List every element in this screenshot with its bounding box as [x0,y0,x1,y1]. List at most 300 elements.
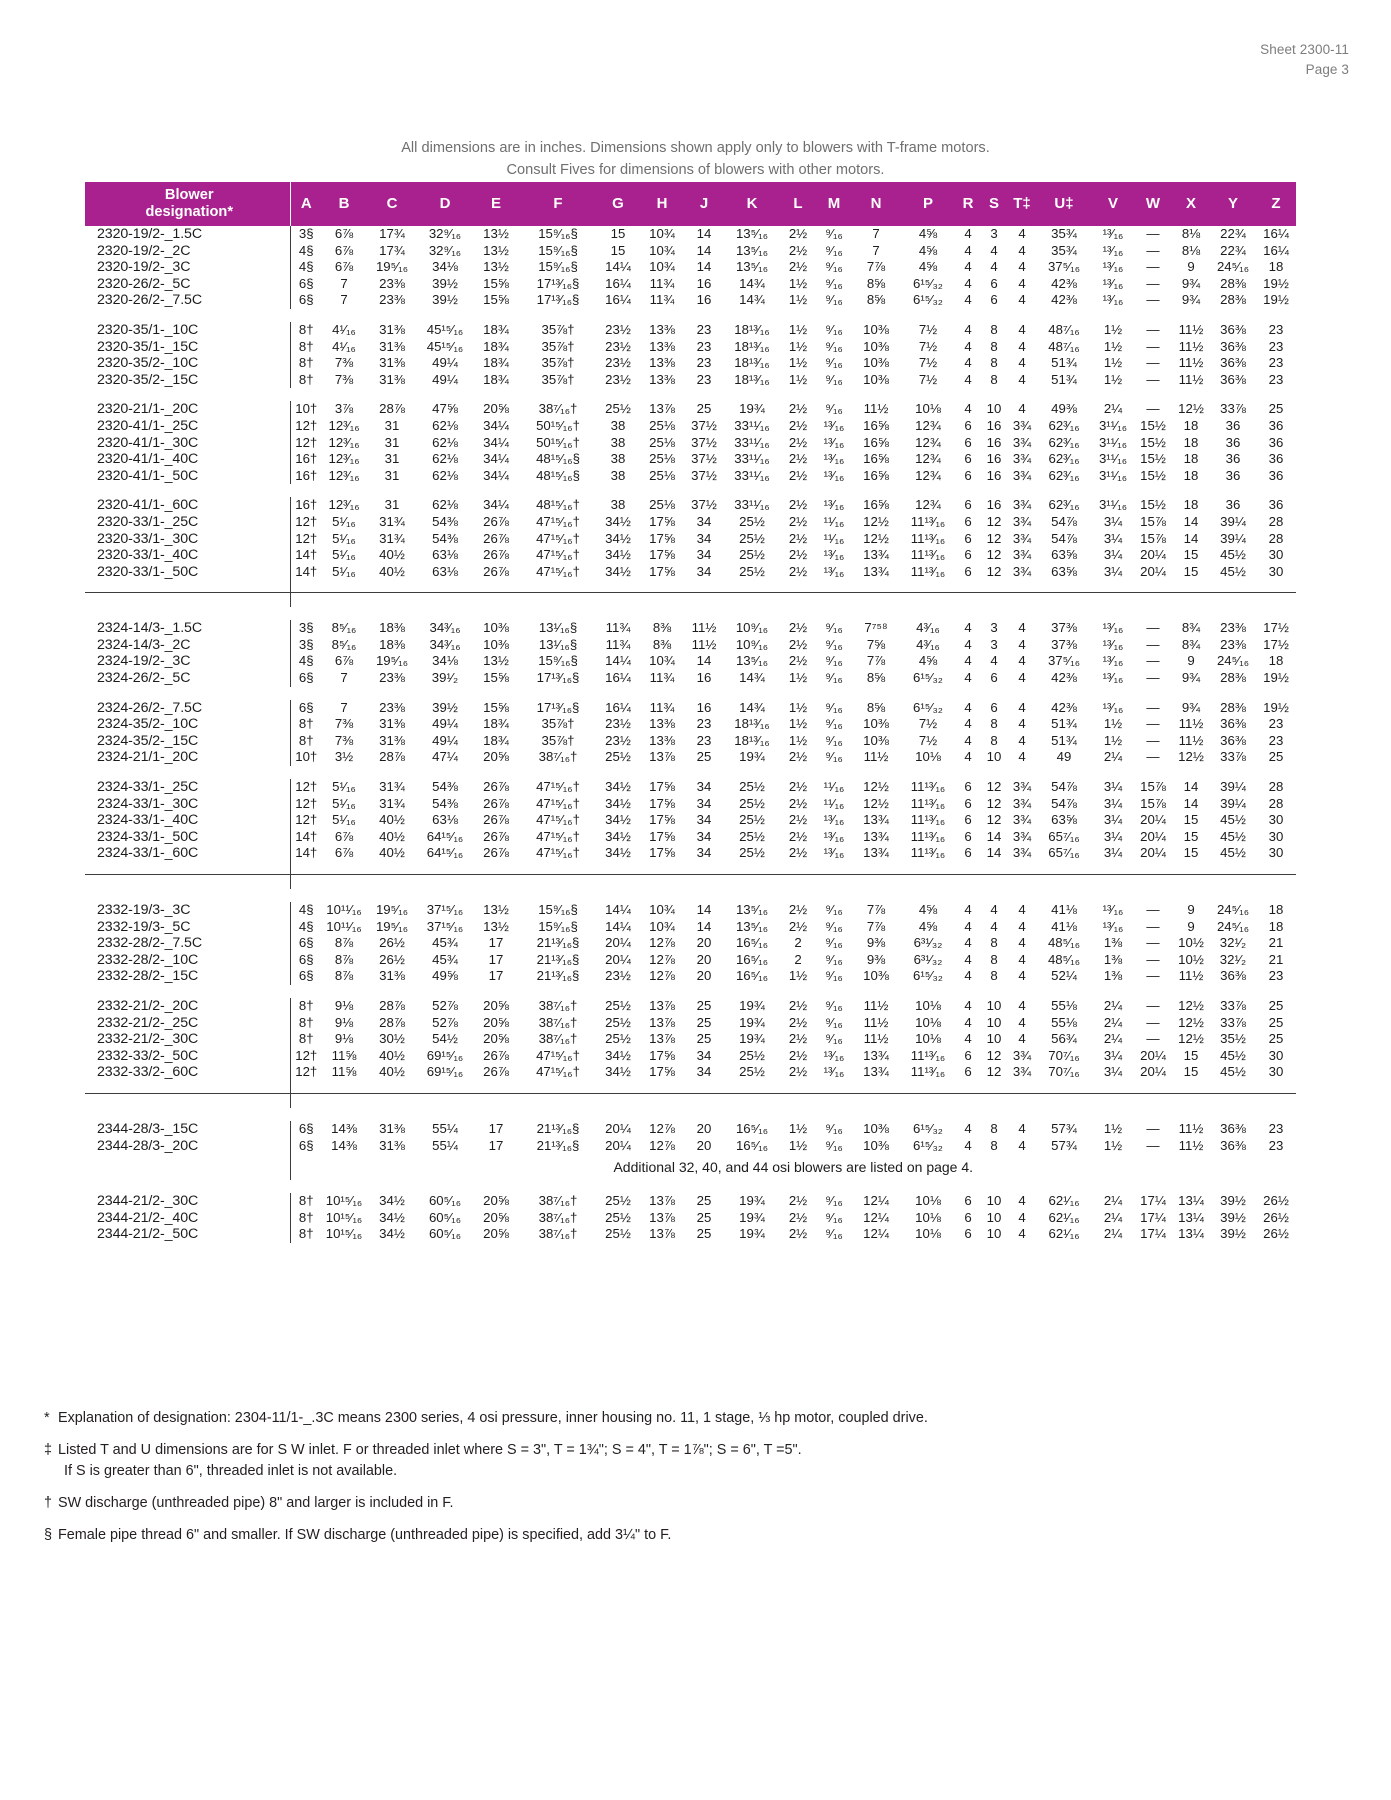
sheet-number: Sheet 2300-11 [1260,42,1349,57]
cell-g: 11¾ [605,636,631,652]
cell-l: 2½ [788,467,808,483]
cell-b: 6⅞ [334,845,354,861]
cell-l: 2½ [788,636,808,652]
cell-w: — [1146,749,1160,765]
cell-p: 6¹⁵⁄₃₂ [913,968,943,984]
blower-designation: 2324-33/1-_30C [85,796,290,813]
cell-g: 23½ [605,338,631,354]
cell-l: 1½ [788,699,808,715]
cell-g: 23½ [605,716,631,732]
cell-r: 4 [964,401,972,417]
cell-c: 31⅜ [379,321,405,337]
cell-d: 39¹⁄₂ [431,670,459,686]
cell-j: 20 [696,935,712,951]
cell-v: 3¹¹⁄₁₆ [1098,451,1128,467]
table-row [85,322,1296,339]
cell-j: 14 [696,242,712,258]
cell-g: 20¼ [605,951,631,967]
cell-x: 9¾ [1181,699,1201,715]
cell-h: 10¾ [649,226,675,241]
cell-n: 16⅝ [863,497,889,513]
cell-c: 31⅜ [379,338,405,354]
cell-g: 15 [610,242,626,258]
cell-t: 3¾ [1012,513,1032,529]
cell-l: 2½ [788,226,808,241]
cell-p: 10⅛ [915,1193,941,1209]
cell-x: 15 [1183,1047,1199,1063]
cell-f: 48¹⁵⁄₁₆§ [536,467,580,483]
cell-t: 3¾ [1012,530,1032,546]
cell-l: 2½ [788,242,808,258]
cell-m: ¹³⁄₁₆ [823,1064,845,1080]
cell-b: 12³⁄₁₆ [328,451,360,467]
cell-t: 4 [1018,226,1026,241]
blower-designation: 2320-33/1-_25C [85,514,290,531]
cell-r: 4 [964,338,972,354]
footnote-text: Explanation of designation: 2304-11/1-_.3C means 2300 series, 4 osi pressure, inner housing no. 11, 1 stage, ⅓ hp motor, coupled drive. [58,1410,928,1426]
cell-d: 34³⁄₁₆ [429,636,461,652]
cell-x: 12½ [1178,749,1204,765]
cell-v: 1½ [1103,371,1123,387]
blower-designation: 2332-21/2-_20C [85,998,290,1015]
cell-m: ⁹⁄₁₆ [825,371,843,387]
cell-j: 16 [696,670,712,686]
cell-b: 9⅛ [334,1014,354,1030]
cell-t: 4 [1018,259,1026,275]
cell-s: 4 [990,902,998,917]
cell-h: 13⅞ [649,401,675,417]
cell-u: 48⁷⁄₁₆ [1048,338,1080,354]
cell-w: 15½ [1140,417,1166,433]
footnote-marker: § [44,1526,53,1543]
cell-v: 3¹¹⁄₁₆ [1098,497,1128,513]
cell-n: 10⅜ [863,355,889,371]
cell-z: 18 [1268,918,1284,934]
cell-h: 13⅞ [649,1014,675,1030]
cell-y: 36 [1225,417,1241,433]
cell-d: 37¹⁵⁄₁₆ [426,918,464,934]
cell-t: 3¾ [1012,497,1032,513]
cell-a: 16† [295,497,318,513]
cell-z: 16¼ [1263,226,1289,241]
cell-p: 4⅝ [918,902,938,917]
table-spacer [85,593,1296,608]
cell-y: 36 [1225,451,1241,467]
cell-z: 23 [1268,716,1284,732]
cell-a: 3§ [298,620,314,636]
cell-l: 1½ [788,355,808,371]
cell-j: 34 [696,812,712,828]
cell-w: 20¼ [1140,845,1166,861]
cell-u: 54⅞ [1051,530,1077,546]
cell-w: — [1146,968,1160,984]
cell-g: 23½ [605,371,631,387]
cell-g: 34½ [605,828,631,844]
cell-k: 13⁵⁄₁₆ [735,259,769,275]
cell-c: 34½ [379,1193,405,1209]
cell-p: 7½ [918,338,938,354]
cell-b: 12³⁄₁₆ [328,417,360,433]
cell-x: 13¼ [1178,1226,1204,1242]
cell-p: 11¹³⁄₁₆ [910,812,946,828]
cell-v: 1⅜ [1103,968,1123,984]
cell-w: — [1146,918,1160,934]
cell-v: 3¼ [1103,779,1123,795]
cell-v: 1½ [1103,1137,1123,1153]
cell-u: 48⁷⁄₁₆ [1048,321,1080,337]
blower-designation: 2320-33/1-_30C [85,531,290,548]
cell-r: 6 [964,1064,972,1080]
cell-c: 40½ [379,563,405,579]
cell-f: 38⁷⁄₁₆† [538,1031,578,1047]
cell-h: 17⅝ [649,547,675,563]
table-row [85,1031,1296,1048]
footnote-marker: † [44,1494,53,1511]
table-row [85,935,1296,952]
cell-j: 23 [696,321,712,337]
table-row [85,919,1296,936]
cell-a: 8† [298,732,314,748]
cell-u: 62³⁄₁₆ [1048,434,1080,450]
cell-v: 1½ [1103,355,1123,371]
cell-z: 26½ [1263,1193,1289,1209]
cell-n: 7⅞ [866,902,886,917]
cell-y: 35½ [1220,1031,1246,1047]
cell-h: 17⅝ [649,513,675,529]
cell-w: — [1146,699,1160,715]
cell-r: 6 [964,434,972,450]
cell-z: 23 [1268,371,1284,387]
cell-y: 36⅜ [1220,338,1246,354]
cell-y: 22¾ [1220,242,1246,258]
cell-v: 2¼ [1103,1209,1123,1225]
cell-e: 10⅜ [483,636,509,652]
cell-u: 63⅝ [1051,547,1077,563]
blower-designation: 2324-35/2-_10C [85,716,290,733]
cell-b: 8⅞ [334,935,354,951]
cell-k: 13⁵⁄₁₆ [735,918,769,934]
cell-u: 56¾ [1051,1031,1077,1047]
cell-z: 25 [1268,997,1284,1013]
cell-a: 8† [298,1014,314,1030]
cell-k: 33¹¹⁄₁₆ [734,497,770,513]
table-row [85,902,1296,919]
cell-u: 63⅝ [1051,812,1077,828]
cell-h: 25⅛ [649,434,675,450]
cell-c: 28⅞ [379,749,405,765]
cell-b: 9⅛ [334,1031,354,1047]
cell-h: 12⅞ [649,935,675,951]
cell-g: 20¼ [605,1120,631,1136]
cell-v: ¹³⁄₁₆ [1102,699,1124,715]
cell-p: 4⅝ [918,242,938,258]
cell-v: 2¼ [1103,1031,1123,1047]
cell-z: 25 [1268,749,1284,765]
cell-x: 9¾ [1181,275,1201,291]
cell-l: 2½ [788,918,808,934]
header-col-e: E [472,182,520,226]
cell-s: 10 [986,401,1002,417]
cell-y: 32¹⁄₂ [1219,951,1247,967]
cell-f: 47¹⁵⁄₁₆† [536,1047,580,1063]
cell-n: 11½ [863,997,889,1013]
cell-l: 2½ [788,259,808,275]
cell-p: 10⅛ [915,1031,941,1047]
cell-a: 8† [298,1193,314,1209]
cell-e: 18¾ [483,732,509,748]
footnote [44,1493,1144,1514]
cell-e: 17 [488,951,504,967]
cell-m: ⁹⁄₁₆ [825,355,843,371]
cell-v: 2¼ [1103,401,1123,417]
cell-e: 26⅞ [483,530,509,546]
cell-b: 7⅜ [334,716,354,732]
cell-y: 39¼ [1220,795,1246,811]
cell-d: 32⁹⁄₁₆ [428,242,462,258]
cell-g: 16¼ [605,670,631,686]
cell-l: 2½ [788,401,808,417]
table-header-row [85,182,1296,226]
cell-u: 62¹⁄₁₆ [1048,1193,1080,1209]
cell-f: 38⁷⁄₁₆† [538,749,578,765]
cell-c: 17¾ [379,226,405,241]
cell-c: 23⅜ [379,670,405,686]
cell-j: 20 [696,1120,712,1136]
cell-t: 4 [1018,401,1026,417]
cell-h: 13⅞ [649,749,675,765]
footnote [44,1408,1144,1429]
cell-z: 23 [1268,968,1284,984]
cell-m: ⁹⁄₁₆ [825,321,843,337]
blower-designation: 2332-21/2-_30C [85,1031,290,1048]
cell-b: 7 [340,292,348,308]
blower-designation: 2332-28/2-_15C [85,968,290,985]
cell-p: 11¹³⁄₁₆ [910,779,946,795]
cell-u: 54⅞ [1051,779,1077,795]
cell-s: 8 [990,935,998,951]
cell-x: 12½ [1178,1031,1204,1047]
cell-h: 10¾ [649,902,675,917]
cell-n: 12¼ [863,1193,889,1209]
cell-z: 18 [1268,902,1284,917]
cell-j: 34 [696,828,712,844]
cell-w: — [1146,716,1160,732]
cell-u: 55⅛ [1051,997,1077,1013]
cell-l: 2½ [788,1193,808,1209]
cell-e: 20⅝ [483,749,509,765]
cell-k: 14¾ [739,292,765,308]
cell-w: — [1146,636,1160,652]
cell-e: 20⅝ [483,1193,509,1209]
cell-r: 4 [964,226,972,241]
cell-z: 18 [1268,259,1284,275]
cell-h: 13⅜ [649,371,675,387]
blower-designation: 2324-26/2-_5C [85,670,290,687]
cell-y: 36⅜ [1220,716,1246,732]
cell-b: 7⅜ [334,371,354,387]
table-row [85,292,1296,309]
cell-s: 10 [986,749,1002,765]
cell-g: 11¾ [605,620,631,636]
cell-y: 32¹⁄₂ [1219,935,1247,951]
cell-t: 4 [1018,653,1026,669]
cell-y: 36⅜ [1220,371,1246,387]
cell-d: 39½ [432,699,458,715]
cell-x: 8¾ [1181,636,1201,652]
cell-e: 26⅞ [483,1064,509,1080]
cell-w: 20¼ [1140,812,1166,828]
cell-n: 12½ [863,795,889,811]
cell-t: 4 [1018,670,1026,686]
cell-u: 51¾ [1051,732,1077,748]
blower-designation: 2324-33/1-_60C [85,845,290,862]
cell-u: 35¾ [1051,226,1077,241]
cell-e: 15⅝ [483,275,509,291]
cell-b: 7⅜ [334,355,354,371]
cell-k: 19¾ [739,1031,765,1047]
cell-d: 47⅝ [432,401,458,417]
cell-w: 15½ [1140,467,1166,483]
cell-f: 38⁷⁄₁₆† [538,997,578,1013]
blower-designation: 2332-19/3-_5C [85,919,290,936]
cell-t: 4 [1018,1209,1026,1225]
cell-c: 40½ [379,1047,405,1063]
cell-a: 6§ [298,670,314,686]
blower-designation: 2332-19/3-_3C [85,902,290,919]
cell-j: 20 [696,968,712,984]
cell-c: 31⅜ [379,732,405,748]
table-row [85,514,1296,531]
cell-g: 23½ [605,321,631,337]
cell-x: 11½ [1178,732,1204,748]
cell-z: 28 [1268,795,1284,811]
cell-v: 2¼ [1103,1226,1123,1242]
cell-t: 3¾ [1012,812,1032,828]
footnote-text: Listed T and U dimensions are for S W inlet. F or threaded inlet where S = 3", T = 1¾"; S = 4", T = 1⅞"; S = 6", T =5". [58,1441,802,1458]
cell-s: 6 [990,670,998,686]
table-row [85,276,1296,293]
cell-b: 8⁵⁄₁₆ [331,620,357,636]
cell-s: 8 [990,1137,998,1153]
cell-r: 6 [964,1047,972,1063]
cell-d: 39½ [432,292,458,308]
cell-f: 15⁹⁄₁₆§ [538,918,578,934]
cell-z: 30 [1268,547,1284,563]
cell-e: 26⅞ [483,563,509,579]
cell-f: 47¹⁵⁄₁₆† [536,530,580,546]
cell-r: 4 [964,1014,972,1030]
cell-r: 4 [964,716,972,732]
cell-s: 3 [990,636,998,652]
cell-r: 4 [964,259,972,275]
cell-h: 17⅝ [649,563,675,579]
cell-s: 3 [990,620,998,636]
cell-v: ¹³⁄₁₆ [1102,636,1124,652]
header-col-t: T‡ [1008,182,1036,226]
cell-n: 10⅜ [863,1137,889,1153]
cell-k: 25½ [739,828,765,844]
blower-designation: 2344-21/2-_40C [85,1210,290,1227]
cell-d: 63⅛ [432,563,458,579]
cell-j: 34 [696,795,712,811]
cell-b: 10¹⁵⁄₁₆ [325,1226,363,1242]
cell-c: 31⅜ [379,1120,405,1136]
cell-w: — [1146,371,1160,387]
cell-d: 54⅜ [432,530,458,546]
cell-r: 6 [964,497,972,513]
cell-e: 34¼ [483,497,509,513]
blower-designation: 2344-28/3-_20C [85,1138,290,1155]
cell-m: ¹³⁄₁₆ [823,497,845,513]
cell-h: 17⅝ [649,828,675,844]
cell-e: 17 [488,1137,504,1153]
cell-m: ¹³⁄₁₆ [823,828,845,844]
cell-g: 34½ [605,845,631,861]
cell-d: 63⅛ [432,547,458,563]
cell-t: 3¾ [1012,434,1032,450]
cell-n: 11½ [863,1031,889,1047]
cell-f: 15⁹⁄₁₆§ [538,226,578,241]
cell-p: 4⅝ [918,653,938,669]
cell-j: 25 [696,401,712,417]
cell-l: 1½ [788,1137,808,1153]
cell-d: 69¹⁵⁄₁₆ [426,1064,464,1080]
blower-designation: 2320-19/2-_3C [85,259,290,276]
cell-b: 6⅞ [334,226,354,241]
table-spacer [85,687,1296,700]
cell-x: 14 [1183,513,1199,529]
cell-r: 4 [964,371,972,387]
cell-u: 42⅜ [1051,670,1077,686]
cell-g: 25½ [605,1209,631,1225]
cell-s: 16 [986,467,1002,483]
cell-y: 36 [1225,467,1241,483]
table-row [85,339,1296,356]
table-row [85,451,1296,468]
cell-d: 45¹⁵⁄₁₆ [426,338,464,354]
cell-w: — [1146,951,1160,967]
cell-n: 8⅝ [866,275,886,291]
cell-j: 11½ [691,636,717,652]
cell-a: 16† [295,451,318,467]
cell-n: 13¾ [863,1047,889,1063]
cell-a: 12† [295,434,318,450]
cell-m: ¹³⁄₁₆ [823,563,845,579]
cell-r: 4 [964,321,972,337]
cell-s: 10 [986,1193,1002,1209]
cell-w: — [1146,653,1160,669]
cell-g: 25½ [605,1193,631,1209]
cell-h: 13⅞ [649,1226,675,1242]
cell-m: ⁹⁄₁₆ [825,242,843,258]
cell-m: ¹³⁄₁₆ [823,467,845,483]
table-row [85,372,1296,389]
cell-l: 1½ [788,371,808,387]
cell-f: 47¹⁵⁄₁₆† [536,547,580,563]
cell-x: 8¾ [1181,620,1201,636]
cell-z: 21 [1268,935,1284,951]
cell-y: 28⅜ [1220,670,1246,686]
cell-n: 12½ [863,513,889,529]
cell-v: 1½ [1103,732,1123,748]
cell-d: 45¾ [432,951,458,967]
blower-designation: 2324-35/2-_15C [85,733,290,750]
cell-b: 6⅞ [334,653,354,669]
cell-x: 13¼ [1178,1193,1204,1209]
cell-j: 14 [696,226,712,241]
cell-k: 13⁵⁄₁₆ [735,226,769,241]
cell-x: 15 [1183,547,1199,563]
